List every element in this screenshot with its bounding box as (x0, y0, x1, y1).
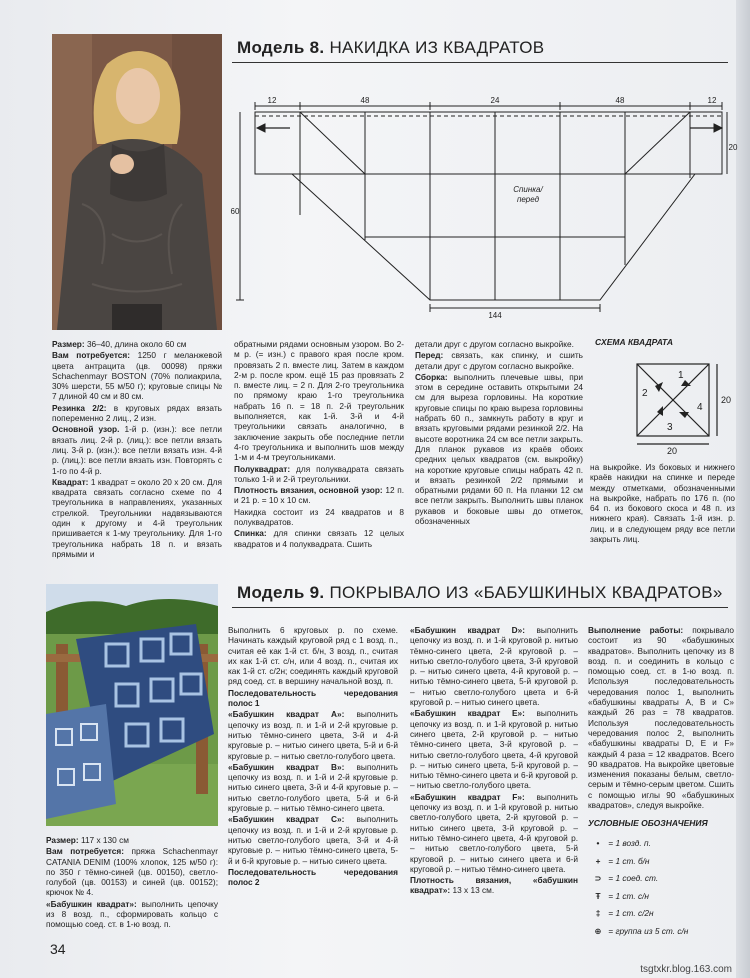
paragraph-heading: «Бабушкин квадрат A»: (228, 709, 345, 720)
paragraph-text: 1-й р. (изн.): все петли вязать лиц. 2-й р. (лиц.): все петли вязать лиц. 3-й р. (изн.): все петли вязать изн. 4-й р. (лиц.): все петли вязать изн. Повторять с 1-го по 4-й р. (52, 424, 222, 476)
text-paragraph (234, 507, 404, 528)
crochet-blanket-on-bench-photo-icon (46, 584, 218, 826)
model8-column-2 (234, 339, 404, 550)
text-paragraph (234, 485, 404, 506)
square-dim-bottom: 20 (667, 446, 678, 456)
paragraph-heading: Последовательность чередования полос 2 (228, 866, 398, 888)
model8-column-4 (590, 462, 735, 545)
paragraph-text: Накидка состоит из 24 квадратов и 8 полуквадратов. (234, 506, 404, 528)
dim-top-48-left: 48 (360, 96, 370, 105)
paragraph-text: обратными рядами основным узором. Во 2-м р. (= изн.) с правого края после кром. провязать 2 п. вместе лиц. Затем в каждом 2-м р. после кром. ещё 15 раз провязать 2 п. вместе лиц. = 2 п. Для 2-го треугольника по прямому краю 1-го треугольника набрать 16 п. = 18 п. 2-й треугольник выполняется, как 1-й. 3-й и 4-й треугольники связать аналогично, в заключение закрыть обе последние петли 4-го треугольника и выполнить шов между 1-м и 4-м треугольниками. (234, 339, 404, 463)
text-paragraph (228, 688, 398, 709)
legend-item (590, 836, 651, 850)
model9-title-rule (232, 607, 728, 608)
text-paragraph (234, 528, 404, 549)
crochet-symbol-icon: Ŧ (595, 890, 601, 901)
paragraph-text: пряжа Schachenmayr CATANIA DENIM (100% хлопок, 125 м/50 г): по 350 г тёмно-синей (цв. 00150), светло-голубой (цв. 00153) и синей (цв. 00152); крючок № 4. (46, 846, 218, 898)
model9-number: Модель 9. (237, 583, 325, 602)
text-paragraph (410, 875, 578, 896)
paragraph-heading: «Бабушкин квадрат F»: (410, 791, 525, 802)
crochet-symbol-icon: ‡ (595, 908, 601, 918)
watermark: tsgtxkr.blog.163.com (640, 964, 732, 975)
text-paragraph (46, 835, 218, 845)
cape-outline (255, 112, 722, 300)
paragraph-text: выполнить цепочку из возд. п. и 1-й круговой р. нитью синего цвета, 2-й круговой р. – нитью тёмно-синего цвета, 3-й круговой р. – нитью светло-голубого цвета, 4-й круговой р. – нитью синего цвета, 5-й круговой р. – нитью тёмно-синего цвета и 6-й круговой р. – нитью светло-голубого цвета. (410, 708, 578, 791)
paragraph-heading: Плотность вязания, «бабушкин квадрат»: (410, 875, 578, 896)
model8-title (237, 38, 544, 58)
dim-side-60: 60 (230, 207, 240, 216)
model8-column-1 (52, 339, 222, 560)
text-paragraph (234, 464, 404, 485)
dim-top-12-right: 12 (707, 96, 717, 105)
paragraph-text: выполнить цепочку из возд. п. и 1-й круговой р. нитью тёмно-синего цвета, 2-й круговой р. – нитью светло-голубого цвета, 3-й круговой р. – нитью синего цвета, 4-й круговой р. – нитью тёмно-синего цвета, 5-й круговой р. – нитью светло-голубого цвета и 6-й круговой р. – нитью синего цвета. (410, 625, 578, 708)
paragraph-heading: Выполнение работы: (588, 625, 684, 635)
schematic-label-back: Спинка/ (513, 185, 543, 194)
square-schema-title: СХЕМА КВАДРАТА (595, 337, 673, 347)
model9-column-3 (410, 625, 578, 897)
paragraph-text: 117 х 130 см (78, 835, 129, 845)
paragraph-text: 36–40, длина около 60 см (84, 339, 187, 349)
model9-photo (46, 584, 218, 826)
model9-column-2 (228, 625, 398, 888)
square-dim-right: 20 (721, 395, 732, 405)
square-schema-diagram (625, 356, 735, 456)
text-paragraph (234, 339, 404, 463)
paragraph-text: Выполнить 6 круговых р. по схеме. Начинать каждый круговой ряд с 1 возд. п., считая её как 1-й ст. б/н, 3 возд. п., считая их как 1-й ст. с/н, или 4 возд. п., считая их как 1-й ст. с/2н; соединять каждый круговой ряд соед. ст. в вершину начальной возд. п. (228, 625, 398, 687)
paragraph-text: 12 п. и 21 р. = 10 х 10 см. (234, 485, 405, 506)
paragraph-heading: «Бабушкин квадрат D»: (410, 625, 526, 635)
paragraph-heading: Последовательность чередования полос 1 (228, 687, 398, 709)
model9-column-1 (46, 835, 218, 931)
paragraph-heading: Вам потребуется: (46, 846, 124, 857)
paragraph-text: для полуквадрата связать только 1-й и 2-й треугольники. (234, 463, 404, 484)
legend-item (590, 889, 649, 903)
dim-top-12-left: 12 (267, 96, 277, 105)
text-paragraph (52, 339, 222, 349)
text-paragraph (46, 899, 218, 930)
paragraph-heading: Спинка: (234, 528, 267, 539)
paragraph-text: покрывало состоит из 90 «бабушкиных квадратов». Выполнить цепочку из 8 возд. п. и соединить в кольцо с помощью соед. ст. в 1-ю возд. п. Используя последовательность чередования полос 1, выполнить «бабушкины квадраты A, B и C» каждый 26 раз = 78 квадратов. Используя последовательность чередования полос 2, выполнить «бабушкины квадраты D, E и F» каждый 4 раза = 12 квадратов. Всего 90 квадратов. На выкройке цветовые изменения показаны белым, светло-серым и тёмно-серым цветом. Сшить с помощью иглы 90 «бабушкиных квадратов», следуя выкройке. (588, 625, 734, 811)
text-paragraph (52, 424, 222, 475)
crochet-symbol-icon: ⊃ (594, 873, 602, 883)
paragraph-heading: «Бабушкин квадрат E»: (410, 708, 525, 719)
paragraph-heading: Размер: (46, 835, 79, 845)
paragraph-text: в круговых рядах вязать попеременно 2 лиц., 2 изн. (52, 402, 222, 424)
paragraph-text: выполнить цепочку из возд. п. и 1-й и 2-й круговые р. нитью синего цвета, 3-й и 4-й круговые р. – нитью светло-голубого цвета, 5-й и 6-й круговые р. – нитью тёмно-синего цвета. (228, 761, 398, 814)
crochet-symbol-icon: • (596, 838, 600, 848)
paragraph-heading: Перед: (415, 350, 444, 361)
paragraph-heading: Квадрат: (52, 476, 89, 487)
square-number-3: 3 (667, 422, 673, 433)
dim-side-20: 20 (728, 143, 738, 152)
model8-column-3 (415, 339, 583, 527)
text-paragraph (415, 339, 583, 349)
legend-item-text: = 1 ст. с/н (606, 890, 649, 901)
legend-item (590, 854, 650, 868)
text-paragraph (415, 350, 583, 371)
dim-top-24: 24 (490, 96, 500, 105)
paragraph-heading: Плотность вязания, основной узор: (234, 485, 383, 496)
paragraph-text: на выкройке. Из боковых и нижнего краёв накидки на спинке и переде между отметками, обозначенными на выкройке, набрать по 176 п. (по 64 п. из бокового скоса и 48 п. из нижнего края). Связать 1-й изн. р. лиц. и в следующем ряду все петли закрыть лиц. (590, 462, 735, 545)
paragraph-heading: Резинка 2/2: (52, 402, 107, 413)
paragraph-heading: «Бабушкин квадрат B»: (228, 761, 345, 772)
text-paragraph (52, 350, 222, 401)
text-paragraph (52, 477, 222, 559)
left-arrow-icon (257, 124, 265, 132)
page-number: 34 (50, 941, 66, 957)
square-number-2: 2 (642, 388, 648, 399)
dim-bottom-144: 144 (488, 311, 502, 320)
text-paragraph (228, 867, 398, 888)
model9-title (237, 583, 723, 603)
paragraph-text: выполнить цепочку из возд. п. и 1-й и 2-й круговые р. нитью светло-голубого цвета, 3-й и 4-й круговые р. – нитью тёмно-синего цвета, 5-й и 6-й круговые р. – нитью синего цвета. (228, 814, 398, 866)
paragraph-text: выполнить плечевые швы, при этом в середине оставить открытыми 24 см для выреза горловины. На короткие круговые спицы по краю выреза горловины набрать 60 п., замкнуть работу в круг и вязать круговыми рядами резинкой 2/2. На высоте воротника 24 см все петли закрыть. Для планок рукавов из краёв обоих средних целых квадратов (см. выкройку) на короткие круговые спицы набрать 42 п. и вязать резинкой 2/2 прямыми и обратными рядами 60 п. На планки 12 см все петли закрыть. Выполнить швы планок рукавов и боковые швы до отметок, обозначенных (415, 371, 583, 527)
model9-name: ПОКРЫВАЛО ИЗ «БАБУШКИНЫХ КВАДРАТОВ» (329, 583, 723, 602)
dim-top-48-right: 48 (615, 96, 625, 105)
text-paragraph (590, 462, 735, 544)
text-paragraph (228, 625, 398, 687)
text-paragraph (228, 709, 398, 760)
legend-item (590, 871, 658, 885)
paragraph-heading: Сборка: (415, 371, 448, 382)
text-paragraph (415, 372, 583, 526)
model8-name: НАКИДКА ИЗ КВАДРАТОВ (329, 38, 545, 57)
paragraph-heading: «Бабушкин квадрат C»: (228, 814, 345, 825)
model8-photo (52, 34, 222, 330)
crochet-symbol-icon: + (595, 855, 601, 866)
legend-item-text: = 1 ст. б/н (606, 855, 650, 866)
paragraph-heading: Размер: (52, 339, 85, 349)
paragraph-heading: «Бабушкин квадрат»: (46, 898, 137, 909)
page-spine (736, 0, 750, 978)
cape-schematic-diagram (230, 90, 738, 320)
legend-item-text: = 1 ст. с/2н (606, 908, 654, 918)
paragraph-heading: Вам потребуется: (52, 350, 131, 361)
text-paragraph (52, 403, 222, 424)
model8-title-rule (232, 62, 728, 63)
legend-item-text: = 1 соед. ст. (606, 873, 659, 883)
legend-item (590, 924, 688, 938)
square-number-1: 1 (678, 370, 684, 381)
paragraph-text: 1 квадрат = около 20 х 20 см. Для квадрата связать согласно схеме по 4 треугольника в направлениях, указанных стрелкой. Треугольники надвязываются один к другому и 4-й треугольник пришивается к 1-му треугольнику. Для 1-го треугольника набрать 18 п. и вязать прямыми и (52, 476, 222, 559)
text-paragraph (410, 708, 578, 790)
text-paragraph (410, 792, 578, 874)
text-paragraph (410, 625, 578, 707)
legend-item-text: = 1 возд. п. (606, 838, 651, 848)
square-number-4: 4 (697, 402, 703, 413)
paragraph-heading: Полуквадрат: (234, 463, 291, 474)
paragraph-text: выполнить цепочку из возд. п. и 1-й и 2-й круговые р. нитью тёмно-синего цвета, 3-й и 4-й круговые р. – нитью синего цвета, 5-й и 6-й круговые р. – нитью светло-голубого цвета. (228, 709, 398, 761)
paragraph-text: связать, как спинку, и сшить детали друг с другом согласно выкройке. (415, 350, 583, 371)
legend-item (590, 906, 654, 920)
paragraph-text: выполнить цепочку из 8 возд. п., сформировать кольцо с помощью соед. ст. в 1-ю возд. п. (46, 898, 218, 930)
model9-column-4 (588, 625, 734, 811)
paragraph-text: 1250 г меланжевой цвета антрацита (цв. 00098) пряжи Schachenmayr BOSTON (70% полиакрила, 30% шерсти, 55 м/50 г); круговые спицы № 7 длиной 40 см и 80 см. (52, 350, 222, 402)
text-paragraph (588, 625, 734, 810)
woman-wearing-cape-photo-icon (52, 34, 222, 330)
text-paragraph (46, 846, 218, 897)
schematic-label-front: перед (516, 195, 540, 204)
model8-number: Модель 8. (237, 38, 325, 57)
text-paragraph (228, 762, 398, 813)
paragraph-heading: Основной узор. (52, 424, 120, 435)
text-paragraph (228, 814, 398, 865)
paragraph-text: выполнить цепочку из возд. п. и 1-й круговой р. нитью светло-голубого цвета, 2-й круговой р. – нитью синего цвета, 3-й круговой р. – нитью тёмно-синего цвета, 4-й круговой р. – нитью светло-голубого цвета, 5-й круговой р. – нитью синего цвета и 6-й круговой р. – нитью тёмно-синего цвета. (410, 791, 578, 874)
paragraph-text: детали друг с другом согласно выкройке. (415, 339, 574, 349)
paragraph-text: для спинки связать 12 целых квадратов и 4 полуквадрата. Сшить (234, 528, 404, 549)
paragraph-text: 13 х 13 см. (450, 885, 495, 896)
legend-item-text: = группа из 5 ст. с/н (606, 925, 689, 936)
crochet-symbol-icon: ⊕ (594, 925, 602, 936)
legend-title: УСЛОВНЫЕ ОБОЗНАЧЕНИЯ (588, 818, 708, 828)
right-arrow-icon (714, 124, 722, 132)
